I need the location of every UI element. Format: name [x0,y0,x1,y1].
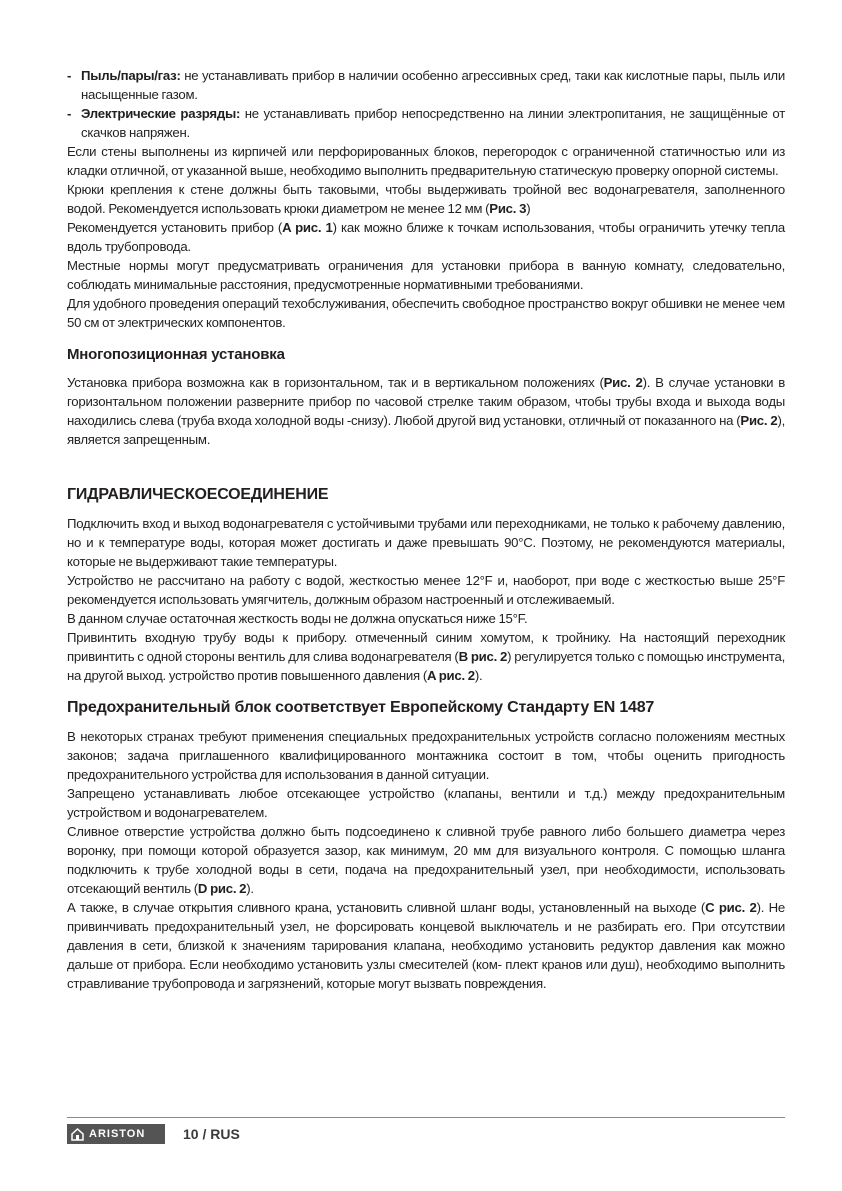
warning-text: не устанавливать прибор непосредственно на линии электропитания, не защищённые от скачков напряжен. [81,106,785,140]
warning-item-dust [67,66,785,104]
warning-label: Пыль/пары/газ: [81,68,181,83]
text-run: ). [246,881,254,896]
paragraph-local-rules: Местные нормы могут предусматривать ограничения для установки прибора в ванную комнату, следовательно, соблюдать минимальные расстояния, предусмотренные нормативными требованиями. [67,258,785,292]
brand-name: ARISTON [89,1128,146,1140]
ariston-logo [67,1124,165,1144]
section-title-safety-block: Предохранительный блок соответствует Европейскому Стандарту EN 1487 [67,699,655,716]
text-run: ). [474,668,483,683]
paragraph-maintenance: Для удобного проведения операций техобслуживания, обеспечить свободное пространство вокруг обшивки не менее чем 50 см от электрических компонентов. [67,296,785,330]
text-run: ), является запрещенным. [67,413,785,447]
paragraph-hydro-pipe [67,628,785,685]
warning-label: Электрические разряды: [81,106,241,121]
paragraph-multiposition [67,373,785,449]
paragraph-hydro-hardness: Устройство не рассчитано на работу с водой, жесткостью менее 12°F и, наоборот, при воде с жесткостью выше 25°F рекомендуется использовать умягчитель, должным образом настроенный и отслеживаемый. [67,573,785,607]
text-run: ) [526,201,531,216]
text-run: Сливное отверстие устройства должно быть подсоединено к сливной трубе равного либо большего диаметра через воронку, при помощи которой образуется зазор, как минимум, 20 мм для визуального контроля. С помощью шланга подключить к трубе холодной воды в сети, подача на предохранительный узел, при необходимости, использовать отсекающий вентиль ( [67,824,785,896]
warning-item-electric [67,104,785,142]
text-run: ) регулируется только с помощью инструмента, на другой выход. устройство против повышенного давления ( [67,649,785,683]
text-run: Рекомендуется установить прибор ( [67,220,283,235]
section-title-multiposition: Многопозиционная установка [67,346,285,363]
figure-ref: Рис. 2 [603,375,643,390]
paragraph-hooks [67,180,785,218]
paragraph-hydro-residual: В данном случае остаточная жесткость воды не должна опускаться ниже 15°F. [67,611,528,626]
text-run: ). В случае установки в горизонтальном положении разверните прибор по часовой стрелке таким образом, чтобы трубы входа и выхода воды находились слева (труба входа холодной воды -снизу). Любой другой вид установки, отличный от показанного на ( [67,375,785,428]
text-run: А также, в случае открытия сливного крана, установить сливной шланг воды, установленный на выходе ( [67,900,706,915]
page-content [67,66,785,993]
paragraph-block-drain [67,822,785,898]
warning-text: не устанавливать прибор в наличии особенно агрессивных сред, таки как кислотные пары, пыль или насыщенные газом. [81,68,785,102]
paragraph-placement [67,218,785,256]
house-icon [71,1128,84,1141]
paragraph-hydro-connect: Подключить вход и выход водонагревателя с устойчивыми трубами или переходниками, не только к рабочему давлению, но и к температуре воды, которая может достигать и даже превышать 90°C. Поэтому, не рекомендуются материалы, которые не выдерживают такие температуры. [67,516,785,569]
figure-ref: B рис. 2 [458,649,508,664]
figure-ref: A рис. 1 [282,220,333,235]
paragraph-block-countries: В некоторых странах требуют применения специальных предохранительных устройств согласно положениям местных законов; задача приглашенного квалифицированного монтажника состоит в том, чтобы оценить пригодность предохранительного устройства для использования в данной ситуации. [67,729,785,782]
text-run: ) как можно ближе к точкам использования, чтобы ограничить утечку тепла вдоль трубопровода. [67,220,785,254]
page-number: 10 / RUS [183,1126,240,1142]
section-title-hydraulic: ГИДРАВЛИЧЕСКОЕСОЕДИНЕНИЕ [67,486,329,503]
text-run: Установка прибора возможна как в горизонтальном, так и в вертикальном положениях ( [67,375,604,390]
footer-divider [67,1117,785,1118]
figure-ref: Рис. 2 [740,413,778,428]
text-run: Привинтить входную трубу воды к прибору. отмеченный синим хомутом, к тройнику. На настоящий переходник привинтить с одной стороны вентиль для слива водонагревателя ( [67,630,785,664]
figure-ref: A рис. 2 [427,668,475,683]
figure-ref: Рис. 3 [489,201,527,216]
paragraph-walls: Если стены выполнены из кирпичей или перфорированных блоков, перегородок с ограниченной статичностью или из кладки отличной, от указанной выше, необходимо выполнить предварительную статическую проверку опорной системы. [67,144,785,178]
text-run: ). Не привинчивать предохранительный узел, не форсировать концевой выключатель и не разбирать его. При отсутствии давления в сети, близкой к значениям тарирования клапана, необходимо установить редуктор давления как можно дальше от прибора. Если необходимо установить узлы смесителей (ком- плект кранов или душ), необходимо выполнить стравливание трубопровода и загрязнений, которые могут вызвать повреждения. [67,900,786,991]
figure-ref: C рис. 2 [705,900,757,915]
paragraph-block-forbidden: Запрещено устанавливать любое отсекающее устройство (клапаны, вентили и т.д.) между предохранительным устройством и водонагревателем. [67,786,785,820]
figure-ref: D рис. 2 [197,881,247,896]
text-run: Крюки крепления к стене должны быть таковыми, чтобы выдерживать тройной вес водонагревателя, заполненного водой. Рекомендуется использовать крюки диаметром не менее 12 мм ( [67,182,785,216]
paragraph-block-hose [67,898,785,993]
